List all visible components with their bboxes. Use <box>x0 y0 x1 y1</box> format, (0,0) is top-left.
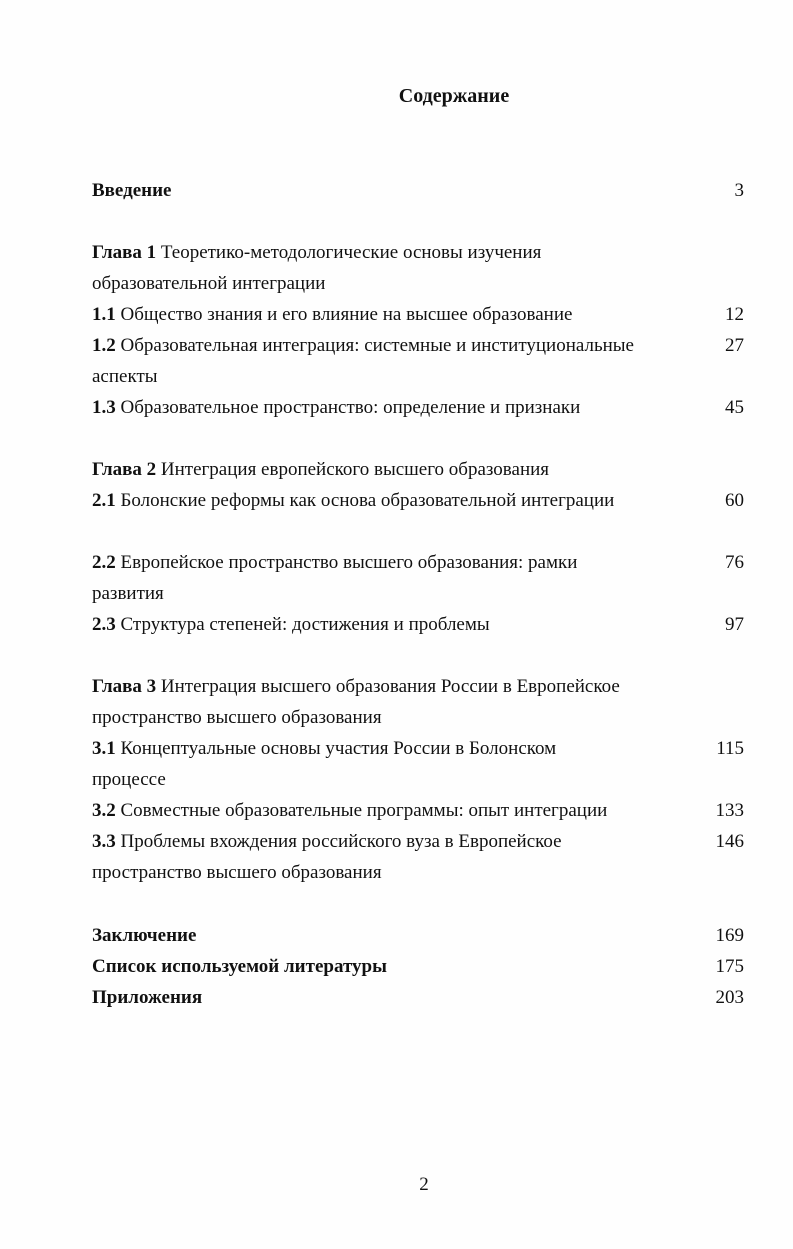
toc-page-number: 169 <box>715 925 744 946</box>
section-number: 3.1 <box>92 738 116 759</box>
section-heading <box>92 609 744 640</box>
section-heading <box>92 547 744 609</box>
section-number: 2.3 <box>92 614 116 635</box>
section-title: Европейское пространство высшего образования: рамки развития <box>92 552 578 604</box>
section-heading <box>92 795 744 826</box>
section-heading <box>92 733 744 795</box>
chapter-prefix: Глава 2 <box>92 459 157 480</box>
chapter-heading <box>92 237 744 299</box>
section-number: 3.3 <box>92 831 116 852</box>
toc-section-2-1[interactable] <box>92 485 744 516</box>
toc-section-3-3[interactable] <box>92 826 744 888</box>
toc-chapter-1[interactable] <box>92 237 744 299</box>
section-title: Болонские реформы как основа образовательной интеграции <box>115 490 615 511</box>
section-title: Проблемы вхождения российского вуза в Европейское пространство высшего образования <box>92 831 562 883</box>
toc-page-number: 12 <box>725 304 744 325</box>
page-title: Содержание <box>398 85 510 107</box>
toc-entry-label: Заключение <box>92 925 197 946</box>
toc-entry-appendices[interactable] <box>92 982 744 1013</box>
toc-section-2-2[interactable] <box>92 547 744 609</box>
section-heading <box>92 299 744 330</box>
toc-section-1-3[interactable] <box>92 392 744 423</box>
section-heading <box>92 392 744 423</box>
toc-chapter-3[interactable] <box>92 671 744 733</box>
section-heading <box>92 826 744 888</box>
toc-page-number: 76 <box>725 552 744 573</box>
section-title: Образовательная интеграция: системные и институциональные аспекты <box>92 335 634 387</box>
toc-page-number: 146 <box>715 831 744 852</box>
toc-section-1-2[interactable] <box>92 330 744 392</box>
section-title: Общество знания и его влияние на высшее образование <box>115 304 573 325</box>
toc-section-1-1[interactable] <box>92 299 744 330</box>
section-title: Совместные образовательные программы: опыт интеграции <box>115 800 608 821</box>
section-number: 1.1 <box>92 304 116 325</box>
toc-page-number: 203 <box>715 987 744 1008</box>
toc-entry-label: Введение <box>92 180 172 201</box>
toc-section-3-2[interactable] <box>92 795 744 826</box>
chapter-heading <box>92 454 744 485</box>
chapter-title: Интеграция высшего образования России в Европейское пространство высшего образования <box>92 676 620 728</box>
chapter-title: Теоретико-методологические основы изучения образовательной интеграции <box>92 242 542 294</box>
toc-page-number: 27 <box>725 335 744 356</box>
section-number: 1.2 <box>92 335 116 356</box>
section-title: Концептуальные основы участия России в Болонском процессе <box>92 738 557 790</box>
toc-entry-label: Список используемой литературы <box>92 956 387 977</box>
section-title: Структура степеней: достижения и проблемы <box>115 614 490 635</box>
section-heading <box>92 330 744 392</box>
toc-entry-conclusion[interactable] <box>92 920 744 951</box>
page-number-footer: 2 <box>419 1174 429 1195</box>
toc-entry-label: Приложения <box>92 987 203 1008</box>
toc-page-number: 45 <box>725 397 744 418</box>
toc-section-2-3[interactable] <box>92 609 744 640</box>
chapter-title: Интеграция европейского высшего образования <box>156 459 550 480</box>
section-heading <box>92 485 744 516</box>
toc-page-number: 60 <box>725 490 744 511</box>
toc-entry-intro[interactable] <box>92 175 744 206</box>
chapter-prefix: Глава 3 <box>92 676 157 697</box>
toc-page-number: 133 <box>715 800 744 821</box>
toc-page-number: 175 <box>715 956 744 977</box>
toc-entry-references[interactable] <box>92 951 744 982</box>
toc-section-3-1[interactable] <box>92 733 744 795</box>
section-number: 3.2 <box>92 800 116 821</box>
chapter-prefix: Глава 1 <box>92 242 157 263</box>
chapter-heading <box>92 671 744 733</box>
toc-page-number: 115 <box>716 738 744 759</box>
toc-chapter-2[interactable] <box>92 454 744 485</box>
toc-page-number: 3 <box>734 180 744 201</box>
section-number: 2.2 <box>92 552 116 573</box>
toc-page-number: 97 <box>725 614 744 635</box>
section-number: 2.1 <box>92 490 116 511</box>
section-title: Образовательное пространство: определение и признаки <box>115 397 581 418</box>
section-number: 1.3 <box>92 397 116 418</box>
